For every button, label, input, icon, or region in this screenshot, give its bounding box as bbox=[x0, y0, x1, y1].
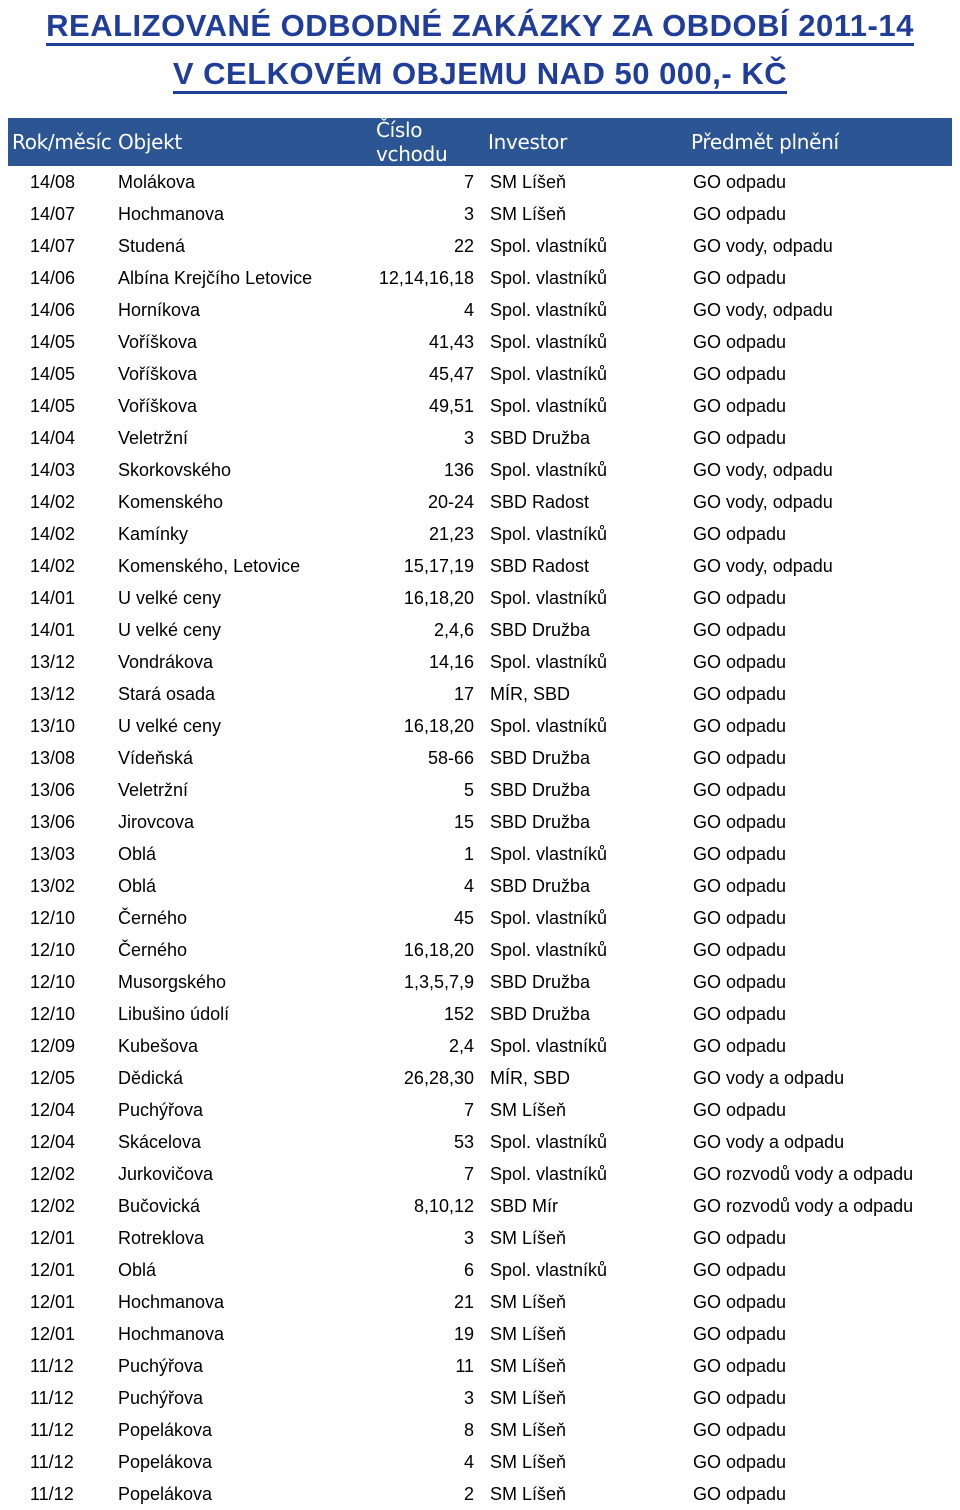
cell-subject: GO vody a odpadu bbox=[693, 1131, 845, 1152]
cell-investor: SBD Mír bbox=[490, 1195, 559, 1216]
cell-object: Horníkova bbox=[118, 299, 201, 320]
cell-investor: Spol. vlastníků bbox=[490, 1035, 608, 1056]
cell-object: Rotreklova bbox=[118, 1227, 205, 1248]
cell-subject: GO odpadu bbox=[693, 1451, 787, 1472]
cell-object: Studená bbox=[118, 235, 186, 256]
cell-subject: GO odpadu bbox=[693, 651, 787, 672]
table-row bbox=[8, 1030, 952, 1062]
cell-date: 14/07 bbox=[30, 235, 76, 256]
cell-date: 14/02 bbox=[30, 523, 76, 544]
cell-subject: GO odpadu bbox=[693, 363, 787, 384]
table-row bbox=[8, 518, 952, 550]
header-entrance: Číslo vchodu bbox=[354, 118, 484, 166]
cell-entrance: 8,10,12 bbox=[413, 1195, 474, 1216]
cell-date: 14/05 bbox=[30, 331, 76, 352]
cell-object: Musorgského bbox=[118, 971, 227, 992]
cell-investor: SBD Družba bbox=[490, 427, 591, 448]
cell-object: Vondrákova bbox=[118, 651, 214, 672]
header-object: Objekt bbox=[114, 118, 354, 166]
table-header bbox=[8, 118, 952, 166]
cell-date: 14/05 bbox=[30, 363, 76, 384]
table-row bbox=[8, 774, 952, 806]
cell-object: Jurkovičova bbox=[118, 1163, 214, 1184]
cell-investor: SBD Družba bbox=[490, 1003, 591, 1024]
cell-subject: GO odpadu bbox=[693, 203, 787, 224]
cell-object: Hochmanova bbox=[118, 203, 225, 224]
table-row bbox=[8, 1094, 952, 1126]
cell-date: 11/12 bbox=[30, 1483, 74, 1504]
cell-investor: SM Líšeň bbox=[490, 203, 567, 224]
cell-entrance: 3 bbox=[463, 427, 474, 448]
cell-investor: SBD Družba bbox=[490, 779, 591, 800]
cell-entrance: 19 bbox=[453, 1323, 474, 1344]
table-row bbox=[8, 806, 952, 838]
title-line-2: V CELKOVÉM OBJEMU NAD 50 000,- KČ bbox=[173, 57, 787, 94]
cell-investor: Spol. vlastníků bbox=[490, 907, 608, 928]
cell-entrance: 16,18,20 bbox=[403, 939, 474, 960]
table-row bbox=[8, 870, 952, 902]
cell-entrance: 136 bbox=[443, 459, 474, 480]
cell-date: 14/06 bbox=[30, 267, 76, 288]
cell-object: Komenského, Letovice bbox=[118, 555, 301, 576]
cell-date: 14/04 bbox=[30, 427, 76, 448]
cell-entrance: 3 bbox=[463, 1227, 474, 1248]
cell-date: 13/06 bbox=[30, 779, 76, 800]
cell-investor: Spol. vlastníků bbox=[490, 843, 608, 864]
cell-date: 12/01 bbox=[30, 1323, 76, 1344]
cell-entrance: 1,3,5,7,9 bbox=[403, 971, 474, 992]
cell-investor: SBD Družba bbox=[490, 747, 591, 768]
cell-subject: GO odpadu bbox=[693, 587, 787, 608]
cell-entrance: 53 bbox=[453, 1131, 474, 1152]
cell-subject: GO vody, odpadu bbox=[693, 491, 833, 512]
header-date: Rok/měsíc bbox=[8, 118, 114, 166]
cell-investor: Spol. vlastníků bbox=[490, 235, 608, 256]
table-row bbox=[8, 1190, 952, 1222]
cell-investor: Spol. vlastníků bbox=[490, 331, 608, 352]
cell-investor: Spol. vlastníků bbox=[490, 395, 608, 416]
cell-entrance: 1 bbox=[463, 843, 474, 864]
table-row bbox=[8, 1318, 952, 1350]
cell-object: Voříškova bbox=[118, 363, 198, 384]
cell-investor: SM Líšeň bbox=[490, 1483, 567, 1504]
cell-object: Skácelova bbox=[118, 1131, 202, 1152]
cell-subject: GO odpadu bbox=[693, 1355, 787, 1376]
cell-entrance: 22 bbox=[453, 235, 474, 256]
cell-subject: GO odpadu bbox=[693, 1003, 787, 1024]
table-row bbox=[8, 486, 952, 518]
table-row bbox=[8, 710, 952, 742]
header-investor: Investor bbox=[484, 118, 687, 166]
cell-date: 12/01 bbox=[30, 1227, 76, 1248]
table-row bbox=[8, 262, 952, 294]
cell-entrance: 15,17,19 bbox=[403, 555, 474, 576]
cell-entrance: 8 bbox=[463, 1419, 474, 1440]
table-row bbox=[8, 1062, 952, 1094]
cell-date: 14/02 bbox=[30, 491, 76, 512]
cell-subject: GO odpadu bbox=[693, 1291, 787, 1312]
cell-entrance: 12,14,16,18 bbox=[378, 267, 474, 288]
cell-date: 14/07 bbox=[30, 203, 76, 224]
cell-investor: SM Líšeň bbox=[490, 171, 567, 192]
cell-entrance: 14,16 bbox=[428, 651, 474, 672]
table-row bbox=[8, 1478, 952, 1510]
page-title bbox=[0, 6, 960, 94]
cell-investor: Spol. vlastníků bbox=[490, 363, 608, 384]
cell-investor: Spol. vlastníků bbox=[490, 1163, 608, 1184]
table-row bbox=[8, 326, 952, 358]
cell-date: 13/02 bbox=[30, 875, 76, 896]
cell-object: Albína Krejčího Letovice bbox=[118, 267, 313, 288]
cell-date: 13/03 bbox=[30, 843, 76, 864]
cell-subject: GO vody, odpadu bbox=[693, 299, 833, 320]
cell-subject: GO odpadu bbox=[693, 715, 787, 736]
cell-date: 12/10 bbox=[30, 907, 76, 928]
cell-object: Bučovická bbox=[118, 1195, 201, 1216]
cell-date: 13/10 bbox=[30, 715, 76, 736]
table-row bbox=[8, 422, 952, 454]
table-row bbox=[8, 742, 952, 774]
cell-investor: Spol. vlastníků bbox=[490, 715, 608, 736]
cell-date: 12/02 bbox=[30, 1195, 76, 1216]
cell-entrance: 7 bbox=[463, 171, 474, 192]
cell-object: Komenského bbox=[118, 491, 224, 512]
cell-investor: SM Líšeň bbox=[490, 1099, 567, 1120]
cell-object: Dědická bbox=[118, 1067, 184, 1088]
cell-object: Hochmanova bbox=[118, 1323, 225, 1344]
table-row bbox=[8, 582, 952, 614]
cell-date: 12/04 bbox=[30, 1131, 76, 1152]
table-row bbox=[8, 1446, 952, 1478]
cell-object: Voříškova bbox=[118, 331, 198, 352]
cell-entrance: 41,43 bbox=[428, 331, 474, 352]
table-row bbox=[8, 614, 952, 646]
cell-object: Černého bbox=[118, 907, 188, 928]
cell-subject: GO odpadu bbox=[693, 843, 787, 864]
title-line-1: REALIZOVANÉ ODBODNÉ ZAKÁZKY ZA OBDOBÍ 2011-14 bbox=[46, 9, 914, 46]
cell-entrance: 2,4 bbox=[448, 1035, 474, 1056]
table-row bbox=[8, 934, 952, 966]
cell-date: 13/06 bbox=[30, 811, 76, 832]
contracts-table bbox=[8, 118, 952, 1510]
cell-subject: GO odpadu bbox=[693, 1035, 787, 1056]
cell-object: Veletržní bbox=[118, 779, 189, 800]
cell-object: Kubešova bbox=[118, 1035, 199, 1056]
table-row bbox=[8, 646, 952, 678]
cell-investor: SM Líšeň bbox=[490, 1227, 567, 1248]
cell-subject: GO odpadu bbox=[693, 1387, 787, 1408]
cell-date: 14/08 bbox=[30, 171, 76, 192]
cell-entrance: 21 bbox=[453, 1291, 474, 1312]
cell-object: U velké ceny bbox=[118, 715, 222, 736]
cell-object: Hochmanova bbox=[118, 1291, 225, 1312]
cell-entrance: 4 bbox=[463, 1451, 474, 1472]
table-row bbox=[8, 198, 952, 230]
table-row bbox=[8, 998, 952, 1030]
cell-date: 11/12 bbox=[30, 1419, 74, 1440]
cell-entrance: 21,23 bbox=[428, 523, 474, 544]
cell-investor: Spol. vlastníků bbox=[490, 523, 608, 544]
cell-subject: GO odpadu bbox=[693, 523, 787, 544]
cell-subject: GO odpadu bbox=[693, 331, 787, 352]
cell-subject: GO vody, odpadu bbox=[693, 459, 833, 480]
cell-subject: GO odpadu bbox=[693, 939, 787, 960]
table-row bbox=[8, 838, 952, 870]
cell-date: 13/12 bbox=[30, 683, 76, 704]
cell-date: 11/12 bbox=[30, 1387, 74, 1408]
cell-subject: GO odpadu bbox=[693, 1099, 787, 1120]
cell-investor: SM Líšeň bbox=[490, 1355, 567, 1376]
cell-subject: GO rozvodů vody a odpadu bbox=[693, 1163, 914, 1184]
cell-date: 12/09 bbox=[30, 1035, 76, 1056]
cell-investor: Spol. vlastníků bbox=[490, 651, 608, 672]
cell-entrance: 16,18,20 bbox=[403, 715, 474, 736]
cell-object: Popelákova bbox=[118, 1483, 213, 1504]
table-row bbox=[8, 1414, 952, 1446]
cell-investor: SBD Radost bbox=[490, 555, 590, 576]
table-row bbox=[8, 358, 952, 390]
cell-subject: GO odpadu bbox=[693, 1259, 787, 1280]
cell-subject: GO odpadu bbox=[693, 1323, 787, 1344]
cell-date: 14/01 bbox=[30, 587, 76, 608]
cell-entrance: 4 bbox=[463, 875, 474, 896]
cell-date: 12/01 bbox=[30, 1259, 76, 1280]
cell-investor: SBD Radost bbox=[490, 491, 590, 512]
cell-object: Jirovcova bbox=[118, 811, 195, 832]
cell-date: 12/01 bbox=[30, 1291, 76, 1312]
cell-entrance: 26,28,30 bbox=[403, 1067, 474, 1088]
cell-investor: SM Líšeň bbox=[490, 1387, 567, 1408]
cell-subject: GO odpadu bbox=[693, 971, 787, 992]
cell-date: 12/02 bbox=[30, 1163, 76, 1184]
header-subject: Předmět plnění bbox=[687, 118, 952, 166]
cell-subject: GO odpadu bbox=[693, 907, 787, 928]
table-row bbox=[8, 1222, 952, 1254]
table-row bbox=[8, 294, 952, 326]
cell-entrance: 49,51 bbox=[428, 395, 474, 416]
cell-date: 12/10 bbox=[30, 1003, 76, 1024]
cell-investor: MÍR, SBD bbox=[490, 683, 571, 704]
cell-subject: GO odpadu bbox=[693, 875, 787, 896]
cell-entrance: 58-66 bbox=[427, 747, 474, 768]
cell-investor: SBD Družba bbox=[490, 811, 591, 832]
cell-date: 11/12 bbox=[30, 1451, 74, 1472]
cell-subject: GO odpadu bbox=[693, 747, 787, 768]
cell-subject: GO odpadu bbox=[693, 267, 787, 288]
cell-subject: GO odpadu bbox=[693, 779, 787, 800]
cell-object: Popelákova bbox=[118, 1451, 213, 1472]
cell-date: 14/05 bbox=[30, 395, 76, 416]
cell-date: 12/10 bbox=[30, 971, 76, 992]
cell-entrance: 2,4,6 bbox=[433, 619, 474, 640]
table-row bbox=[8, 390, 952, 422]
table-row bbox=[8, 902, 952, 934]
cell-investor: Spol. vlastníků bbox=[490, 267, 608, 288]
cell-entrance: 6 bbox=[463, 1259, 474, 1280]
cell-subject: GO vody, odpadu bbox=[693, 235, 833, 256]
cell-date: 12/10 bbox=[30, 939, 76, 960]
table-row bbox=[8, 166, 952, 198]
cell-date: 11/12 bbox=[30, 1355, 74, 1376]
cell-investor: SM Líšeň bbox=[490, 1291, 567, 1312]
cell-object: Molákova bbox=[118, 171, 196, 192]
cell-entrance: 7 bbox=[463, 1163, 474, 1184]
cell-subject: GO odpadu bbox=[693, 619, 787, 640]
cell-investor: SM Líšeň bbox=[490, 1419, 567, 1440]
cell-subject: GO vody a odpadu bbox=[693, 1067, 845, 1088]
table-row bbox=[8, 1254, 952, 1286]
cell-object: Puchýřova bbox=[118, 1099, 204, 1120]
cell-subject: GO odpadu bbox=[693, 171, 787, 192]
cell-entrance: 4 bbox=[463, 299, 474, 320]
cell-date: 14/06 bbox=[30, 299, 76, 320]
cell-investor: SM Líšeň bbox=[490, 1323, 567, 1344]
cell-object: Veletržní bbox=[118, 427, 189, 448]
cell-investor: SBD Družba bbox=[490, 619, 591, 640]
cell-entrance: 152 bbox=[443, 1003, 474, 1024]
table-row bbox=[8, 454, 952, 486]
cell-investor: Spol. vlastníků bbox=[490, 587, 608, 608]
cell-date: 12/05 bbox=[30, 1067, 76, 1088]
cell-object: Popelákova bbox=[118, 1419, 213, 1440]
table-row bbox=[8, 1382, 952, 1414]
cell-object: Libušino údolí bbox=[118, 1003, 230, 1024]
cell-object: Stará osada bbox=[118, 683, 216, 704]
cell-object: Oblá bbox=[118, 875, 157, 896]
cell-subject: GO odpadu bbox=[693, 1483, 787, 1504]
cell-entrance: 7 bbox=[463, 1099, 474, 1120]
cell-subject: GO rozvodů vody a odpadu bbox=[693, 1195, 914, 1216]
cell-investor: SBD Družba bbox=[490, 971, 591, 992]
cell-investor: SM Líšeň bbox=[490, 1451, 567, 1472]
table-row bbox=[8, 1286, 952, 1318]
cell-entrance: 3 bbox=[463, 1387, 474, 1408]
cell-entrance: 45 bbox=[453, 907, 474, 928]
cell-subject: GO odpadu bbox=[693, 683, 787, 704]
cell-entrance: 3 bbox=[463, 203, 474, 224]
cell-entrance: 20-24 bbox=[427, 491, 474, 512]
cell-entrance: 5 bbox=[463, 779, 474, 800]
table-row bbox=[8, 1158, 952, 1190]
cell-investor: Spol. vlastníků bbox=[490, 1259, 608, 1280]
cell-object: Oblá bbox=[118, 843, 157, 864]
cell-entrance: 45,47 bbox=[428, 363, 474, 384]
cell-subject: GO vody, odpadu bbox=[693, 555, 833, 576]
cell-date: 13/08 bbox=[30, 747, 76, 768]
cell-investor: MÍR, SBD bbox=[490, 1067, 571, 1088]
table-row bbox=[8, 230, 952, 262]
cell-object: U velké ceny bbox=[118, 587, 222, 608]
cell-object: Černého bbox=[118, 939, 188, 960]
cell-entrance: 16,18,20 bbox=[403, 587, 474, 608]
table-row bbox=[8, 550, 952, 582]
table-row bbox=[8, 1126, 952, 1158]
cell-object: U velké ceny bbox=[118, 619, 222, 640]
cell-subject: GO odpadu bbox=[693, 1419, 787, 1440]
cell-object: Kamínky bbox=[118, 523, 189, 544]
cell-investor: Spol. vlastníků bbox=[490, 459, 608, 480]
cell-date: 12/04 bbox=[30, 1099, 76, 1120]
cell-entrance: 15 bbox=[453, 811, 474, 832]
cell-investor: Spol. vlastníků bbox=[490, 939, 608, 960]
cell-subject: GO odpadu bbox=[693, 1227, 787, 1248]
table-body bbox=[8, 166, 952, 1510]
cell-subject: GO odpadu bbox=[693, 395, 787, 416]
table-row bbox=[8, 966, 952, 998]
cell-investor: SBD Družba bbox=[490, 875, 591, 896]
cell-object: Puchýřova bbox=[118, 1355, 204, 1376]
cell-investor: Spol. vlastníků bbox=[490, 1131, 608, 1152]
cell-entrance: 2 bbox=[463, 1483, 474, 1504]
cell-object: Puchýřova bbox=[118, 1387, 204, 1408]
cell-object: Vídeňská bbox=[118, 747, 194, 768]
cell-object: Voříškova bbox=[118, 395, 198, 416]
cell-entrance: 17 bbox=[453, 683, 474, 704]
cell-object: Skorkovského bbox=[118, 459, 232, 480]
table-row bbox=[8, 678, 952, 710]
cell-subject: GO odpadu bbox=[693, 811, 787, 832]
table-row bbox=[8, 1350, 952, 1382]
cell-date: 14/02 bbox=[30, 555, 76, 576]
cell-date: 14/03 bbox=[30, 459, 76, 480]
cell-date: 13/12 bbox=[30, 651, 76, 672]
cell-investor: Spol. vlastníků bbox=[490, 299, 608, 320]
cell-object: Oblá bbox=[118, 1259, 157, 1280]
cell-date: 14/01 bbox=[30, 619, 76, 640]
cell-subject: GO odpadu bbox=[693, 427, 787, 448]
cell-entrance: 11 bbox=[455, 1355, 474, 1376]
